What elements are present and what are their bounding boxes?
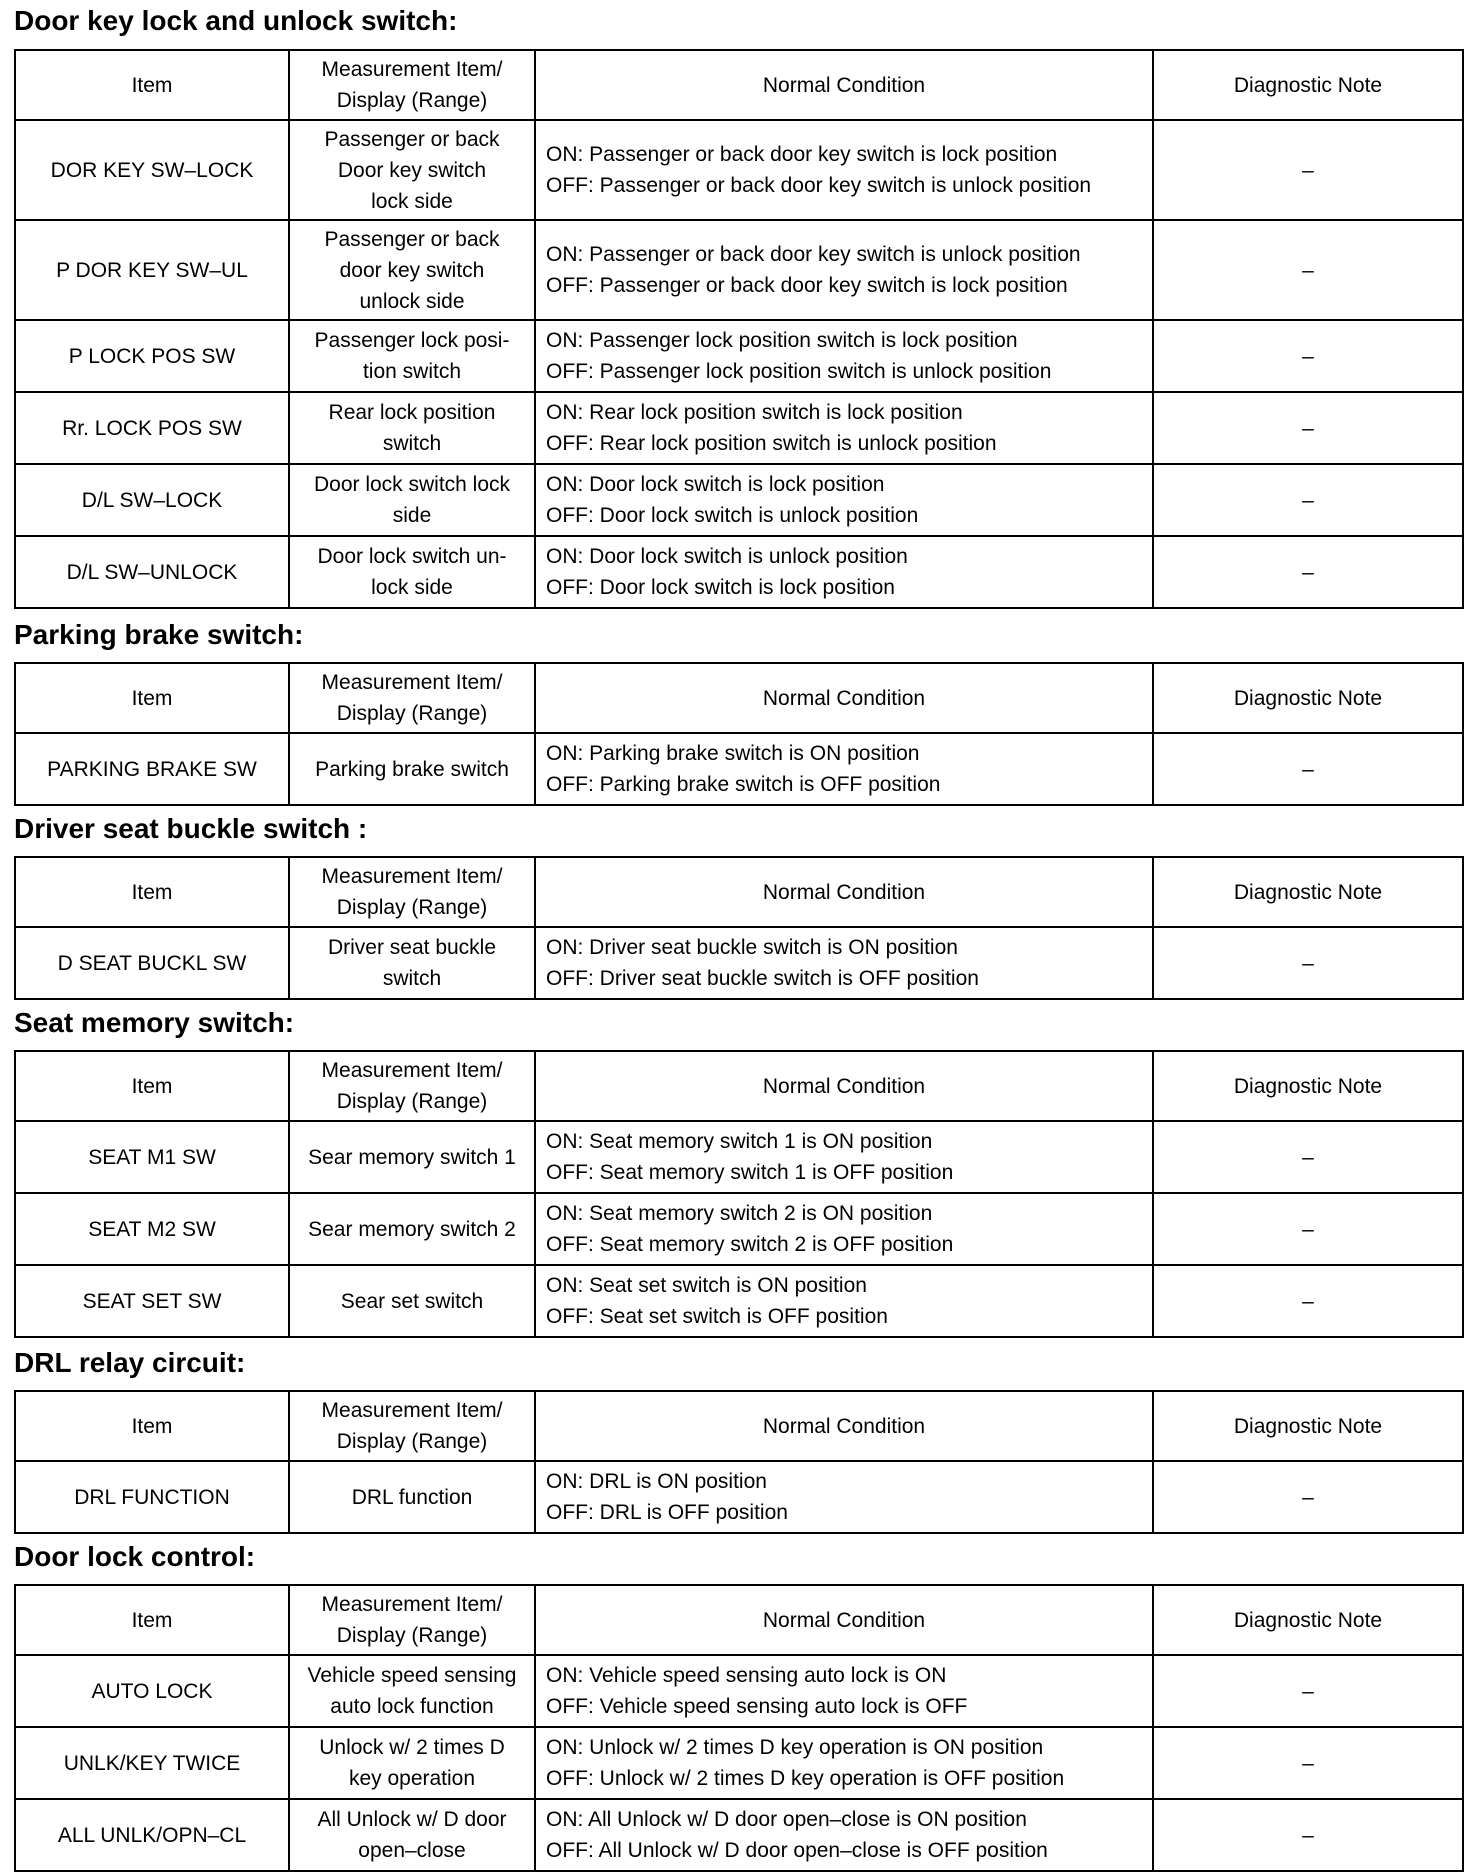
normal-condition-cell: ON: Door lock switch is lock position OFF: Door lock switch is unlock position bbox=[535, 464, 1153, 536]
measurement-cell: Passenger or back door key switch unlock side bbox=[289, 220, 535, 320]
measurement-cell: Unlock w/ 2 times D key operation bbox=[289, 1727, 535, 1799]
table-row bbox=[15, 320, 1463, 392]
table-row bbox=[15, 927, 1463, 999]
diagnostic-note-cell: – bbox=[1153, 392, 1463, 464]
col-header-diagnostic-note: Diagnostic Note bbox=[1153, 857, 1463, 927]
normal-condition-cell: ON: DRL is ON position OFF: DRL is OFF position bbox=[535, 1461, 1153, 1533]
normal-condition-cell: ON: Seat set switch is ON position OFF: Seat set switch is OFF position bbox=[535, 1265, 1153, 1337]
diagnostic-note-cell: – bbox=[1153, 927, 1463, 999]
col-header-item: Item bbox=[15, 1051, 289, 1121]
header-row bbox=[15, 663, 1463, 733]
table-row bbox=[15, 1461, 1463, 1533]
measurement-cell: DRL function bbox=[289, 1461, 535, 1533]
item-cell: P DOR KEY SW–UL bbox=[15, 220, 289, 320]
table-row bbox=[15, 1727, 1463, 1799]
col-header-item: Item bbox=[15, 857, 289, 927]
col-header-normal-condition: Normal Condition bbox=[535, 663, 1153, 733]
col-header-normal-condition: Normal Condition bbox=[535, 857, 1153, 927]
measurement-cell: All Unlock w/ D door open–close bbox=[289, 1799, 535, 1871]
col-header-normal-condition: Normal Condition bbox=[535, 1391, 1153, 1461]
measurement-cell: Rear lock position switch bbox=[289, 392, 535, 464]
spec-table bbox=[14, 1050, 1464, 1338]
table-row bbox=[15, 733, 1463, 805]
col-header-diagnostic-note: Diagnostic Note bbox=[1153, 50, 1463, 120]
normal-condition-cell: ON: Passenger lock position switch is lock position OFF: Passenger lock position switch is unlock position bbox=[535, 320, 1153, 392]
diagnostic-note-cell: – bbox=[1153, 733, 1463, 805]
table-row bbox=[15, 220, 1463, 320]
item-cell: SEAT SET SW bbox=[15, 1265, 289, 1337]
table-row bbox=[15, 1799, 1463, 1871]
diagnostic-note-cell: – bbox=[1153, 1265, 1463, 1337]
col-header-measurement: Measurement Item/ Display (Range) bbox=[289, 663, 535, 733]
normal-condition-cell: ON: All Unlock w/ D door open–close is ON position OFF: All Unlock w/ D door open–close is OFF position bbox=[535, 1799, 1153, 1871]
measurement-cell: Passenger or back Door key switch lock side bbox=[289, 120, 535, 220]
measurement-cell: Sear memory switch 2 bbox=[289, 1193, 535, 1265]
measurement-cell: Door lock switch un- lock side bbox=[289, 536, 535, 608]
section-title: Parking brake switch: bbox=[14, 619, 304, 650]
item-cell: Rr. LOCK POS SW bbox=[15, 392, 289, 464]
normal-condition-cell: ON: Driver seat buckle switch is ON position OFF: Driver seat buckle switch is OFF position bbox=[535, 927, 1153, 999]
spec-table bbox=[14, 1390, 1464, 1534]
col-header-measurement: Measurement Item/ Display (Range) bbox=[289, 857, 535, 927]
normal-condition-cell: ON: Door lock switch is unlock position OFF: Door lock switch is lock position bbox=[535, 536, 1153, 608]
col-header-item: Item bbox=[15, 663, 289, 733]
item-cell: DRL FUNCTION bbox=[15, 1461, 289, 1533]
normal-condition-cell: ON: Passenger or back door key switch is lock position OFF: Passenger or back door key switch is unlock position bbox=[535, 120, 1153, 220]
table-row bbox=[15, 464, 1463, 536]
col-header-normal-condition: Normal Condition bbox=[535, 1585, 1153, 1655]
measurement-cell: Vehicle speed sensing auto lock function bbox=[289, 1655, 535, 1727]
table-row bbox=[15, 1193, 1463, 1265]
diagnostic-note-cell: – bbox=[1153, 1193, 1463, 1265]
diagnostic-note-cell: – bbox=[1153, 464, 1463, 536]
diagnostic-note-cell: – bbox=[1153, 1727, 1463, 1799]
section-title: Door key lock and unlock switch: bbox=[14, 5, 458, 36]
normal-condition-cell: ON: Parking brake switch is ON position OFF: Parking brake switch is OFF position bbox=[535, 733, 1153, 805]
section-title: DRL relay circuit: bbox=[14, 1347, 246, 1378]
header-row bbox=[15, 50, 1463, 120]
measurement-cell: Door lock switch lock side bbox=[289, 464, 535, 536]
col-header-measurement: Measurement Item/ Display (Range) bbox=[289, 1051, 535, 1121]
diagnostic-note-cell: – bbox=[1153, 120, 1463, 220]
col-header-measurement: Measurement Item/ Display (Range) bbox=[289, 1391, 535, 1461]
col-header-measurement: Measurement Item/ Display (Range) bbox=[289, 50, 535, 120]
table-row bbox=[15, 392, 1463, 464]
item-cell: P LOCK POS SW bbox=[15, 320, 289, 392]
item-cell: D/L SW–LOCK bbox=[15, 464, 289, 536]
diagnostic-note-cell: – bbox=[1153, 1655, 1463, 1727]
diagnostic-note-cell: – bbox=[1153, 1461, 1463, 1533]
measurement-cell: Driver seat buckle switch bbox=[289, 927, 535, 999]
header-row bbox=[15, 1051, 1463, 1121]
col-header-diagnostic-note: Diagnostic Note bbox=[1153, 663, 1463, 733]
section-title: Door lock control: bbox=[14, 1541, 256, 1572]
spec-table bbox=[14, 1584, 1464, 1872]
diagnostic-note-cell: – bbox=[1153, 220, 1463, 320]
item-cell: ALL UNLK/OPN–CL bbox=[15, 1799, 289, 1871]
normal-condition-cell: ON: Rear lock position switch is lock position OFF: Rear lock position switch is unlock position bbox=[535, 392, 1153, 464]
measurement-cell: Passenger lock posi- tion switch bbox=[289, 320, 535, 392]
normal-condition-cell: ON: Seat memory switch 2 is ON position OFF: Seat memory switch 2 is OFF position bbox=[535, 1193, 1153, 1265]
measurement-cell: Parking brake switch bbox=[289, 733, 535, 805]
measurement-cell: Sear memory switch 1 bbox=[289, 1121, 535, 1193]
table-row bbox=[15, 1265, 1463, 1337]
diagnostic-note-cell: – bbox=[1153, 536, 1463, 608]
item-cell: DOR KEY SW–LOCK bbox=[15, 120, 289, 220]
header-row bbox=[15, 857, 1463, 927]
normal-condition-cell: ON: Passenger or back door key switch is unlock position OFF: Passenger or back door key switch is lock position bbox=[535, 220, 1153, 320]
col-header-diagnostic-note: Diagnostic Note bbox=[1153, 1391, 1463, 1461]
section-title: Seat memory switch: bbox=[14, 1007, 295, 1038]
table-row bbox=[15, 1655, 1463, 1727]
table-row bbox=[15, 1121, 1463, 1193]
item-cell: PARKING BRAKE SW bbox=[15, 733, 289, 805]
header-row bbox=[15, 1585, 1463, 1655]
table-row bbox=[15, 536, 1463, 608]
col-header-normal-condition: Normal Condition bbox=[535, 50, 1153, 120]
col-header-measurement: Measurement Item/ Display (Range) bbox=[289, 1585, 535, 1655]
diagnostic-note-cell: – bbox=[1153, 320, 1463, 392]
table-row bbox=[15, 120, 1463, 220]
item-cell: D SEAT BUCKL SW bbox=[15, 927, 289, 999]
measurement-cell: Sear set switch bbox=[289, 1265, 535, 1337]
item-cell: UNLK/KEY TWICE bbox=[15, 1727, 289, 1799]
col-header-normal-condition: Normal Condition bbox=[535, 1051, 1153, 1121]
item-cell: D/L SW–UNLOCK bbox=[15, 536, 289, 608]
header-row bbox=[15, 1391, 1463, 1461]
section-title: Driver seat buckle switch : bbox=[14, 813, 368, 844]
spec-table bbox=[14, 856, 1464, 1000]
normal-condition-cell: ON: Vehicle speed sensing auto lock is ON OFF: Vehicle speed sensing auto lock is OFF bbox=[535, 1655, 1153, 1727]
diagnostic-note-cell: – bbox=[1153, 1121, 1463, 1193]
spec-table bbox=[14, 49, 1464, 609]
col-header-diagnostic-note: Diagnostic Note bbox=[1153, 1051, 1463, 1121]
normal-condition-cell: ON: Seat memory switch 1 is ON position OFF: Seat memory switch 1 is OFF position bbox=[535, 1121, 1153, 1193]
normal-condition-cell: ON: Unlock w/ 2 times D key operation is ON position OFF: Unlock w/ 2 times D key operation is OFF position bbox=[535, 1727, 1153, 1799]
spec-table bbox=[14, 662, 1464, 806]
col-header-diagnostic-note: Diagnostic Note bbox=[1153, 1585, 1463, 1655]
col-header-item: Item bbox=[15, 50, 289, 120]
item-cell: SEAT M2 SW bbox=[15, 1193, 289, 1265]
item-cell: AUTO LOCK bbox=[15, 1655, 289, 1727]
col-header-item: Item bbox=[15, 1585, 289, 1655]
diagnostic-note-cell: – bbox=[1153, 1799, 1463, 1871]
col-header-item: Item bbox=[15, 1391, 289, 1461]
item-cell: SEAT M1 SW bbox=[15, 1121, 289, 1193]
